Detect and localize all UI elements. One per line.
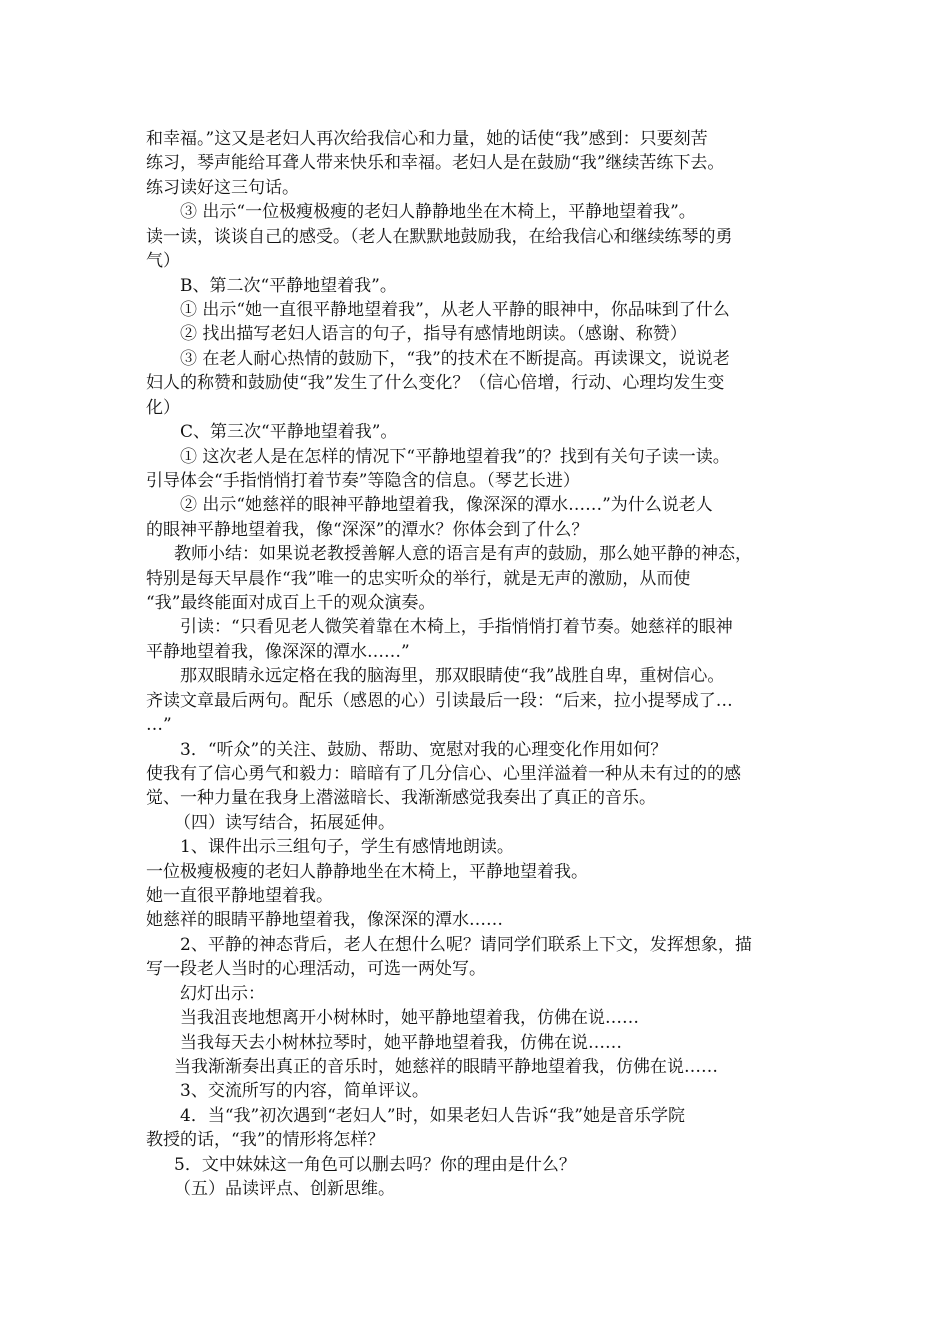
text-line: ② 找出描写老妇人语言的句子，指导有感情地朗读。（感谢、称赞） [180, 324, 687, 345]
text-line: 觉、一种力量在我身上潜滋暗长、我渐渐感觉我奏出了真正的音乐。 [146, 788, 656, 809]
text-line: 和幸福。”这又是老妇人再次给我信心和力量，她的话使“我”感到：只要刻苦 [146, 129, 708, 149]
text-line: 3、交流所写的内容，简单评议。 [180, 1081, 429, 1102]
text-line: 幻灯出示： [180, 983, 265, 1004]
text-line: B、第二次“平静地望着我”。 [180, 275, 397, 296]
text-line: 气） [146, 251, 180, 272]
text-line: 化） [146, 397, 180, 418]
text-line: 当我沮丧地想离开小树林时，她平静地望着我，仿佛在说…… [180, 1008, 639, 1029]
text-line: 当我每天去小树林拉琴时，她平静地望着我，仿佛在说…… [180, 1032, 622, 1053]
text-line: 那双眼睛永远定格在我的脑海里，那双眼睛使“我”战胜自卑，重树信心。 [180, 666, 725, 687]
text-line: 教授的话，“我”的情形将怎样？ [146, 1130, 385, 1151]
text-line: 1、课件出示三组句子，学生有感情地朗读。 [180, 837, 514, 858]
text-line: ② 出示“她慈祥的眼神平静地望着我，像深深的潭水……”为什么说老人 [180, 495, 713, 516]
text-line: 的眼神平静地望着我，像“深深”的潭水？你体会到了什么？ [146, 519, 589, 540]
text-line: 齐读文章最后两句。配乐（感恩的心）引读最后一段：“后来，拉小提琴成了… [146, 690, 733, 711]
text-line: “我”最终能面对成百上千的观众演奏。 [146, 593, 436, 613]
text-line: 教师小结：如果说老教授善解人意的语言是有声的鼓励，那么她平静的神态， [174, 544, 752, 565]
text-line: 5．文中妹妹这一角色可以删去吗？你的理由是什么？ [174, 1154, 576, 1175]
text-line: 写一段老人当时的心理活动，可选一两处写。 [146, 959, 486, 980]
text-line: 妇人的称赞和鼓励使“我”发生了什么变化？（信心倍增，行动、心理均发生变 [146, 373, 725, 394]
text-line: 读一读，谈谈自己的感受。（老人在默默地鼓励我，在给我信心和继续练琴的勇 [146, 226, 733, 247]
text-line: ① 出示“她一直很平静地望着我”，从老人平静的眼神中，你品味到了什么 [180, 299, 730, 320]
text-line: 特别是每天早晨作“我”唯一的忠实听众的举行，就是无声的激励，从而使 [146, 568, 691, 589]
text-line: 3．“听众”的关注、鼓励、帮助、宽慰对我的心理变化作用如何？ [180, 739, 668, 760]
text-line: 练习，琴声能给耳聋人带来快乐和幸福。老妇人是在鼓励“我”继续苦练下去。 [146, 153, 725, 174]
text-line: ③ 在老人耐心热情的鼓励下，“我”的技术在不断提高。再读课文，说说老 [180, 348, 730, 369]
text-line: 2、平静的神态背后，老人在想什么呢？请同学们联系上下文，发挥想象，描 [180, 934, 752, 955]
text-line: 使我有了信心勇气和毅力：暗暗有了几分信心、心里洋溢着一种从未有过的的感 [146, 763, 741, 784]
text-line: 当我渐渐奏出真正的音乐时，她慈祥的眼睛平静地望着我，仿佛在说…… [174, 1057, 718, 1077]
text-line: 引导体会“手指悄悄打着节奏”等隐含的信息。（琴艺长进） [146, 470, 580, 491]
text-line: …” [146, 715, 172, 736]
text-line: （四）读写结合，拓展延伸。 [174, 812, 395, 833]
text-line: 一位极瘦极瘦的老妇人静静地坐在木椅上，平静地望着我。 [146, 861, 588, 882]
text-line: 她慈祥的眼睛平静地望着我，像深深的潭水…… [146, 910, 503, 931]
text-line: 4．当“我”初次遇到“老妇人”时，如果老妇人告诉“我”她是音乐学院 [180, 1105, 685, 1126]
text-line: 引读：“只看见老人微笑着靠在木椅上，手指悄悄打着节奏。她慈祥的眼神 [180, 617, 733, 638]
text-line: 她一直很平静地望着我。 [146, 886, 333, 906]
text-line: ① 这次老人是在怎样的情况下“平静地望着我”的？找到有关句子读一读。 [180, 446, 730, 467]
text-line: ③ 出示“一位极瘦极瘦的老妇人静静地坐在木椅上，平静地望着我”。 [180, 202, 696, 223]
text-line: C、第三次“平静地望着我”。 [180, 422, 398, 442]
text-line: 平静地望着我，像深深的潭水……” [146, 641, 410, 662]
text-line: 练习读好这三句话。 [146, 177, 299, 198]
text-line: （五）品读评点、创新思维。 [174, 1179, 395, 1200]
